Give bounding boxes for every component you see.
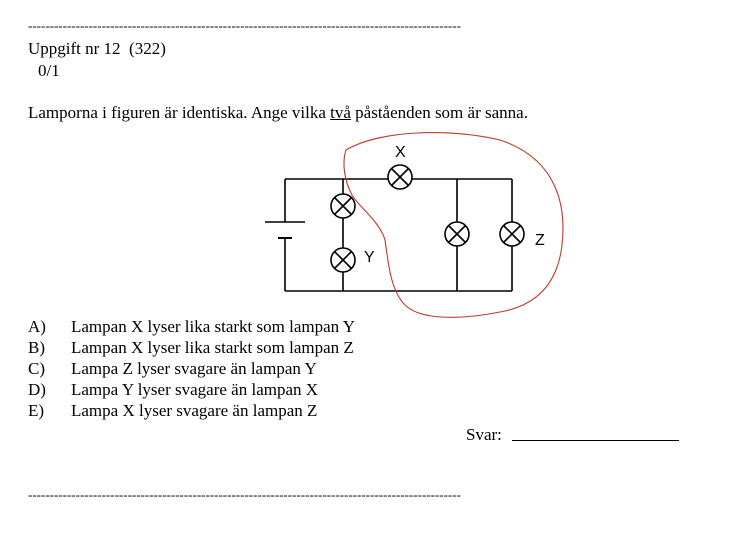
lamp-z-label: Z <box>535 232 545 249</box>
option-c: C) Lampa Z lyser svagare än lampan Y <box>28 359 317 378</box>
question-text: Lamporna i figuren är identiska. Ange vilka två påståenden som är sanna. <box>28 103 528 122</box>
bottom-separator: ---------------------------------------------------------------------------------------------------- <box>28 488 461 502</box>
answer-label: Svar: <box>466 425 502 444</box>
answer-options <box>28 316 355 421</box>
option-d: D) Lampa Y lyser svagare än lampan X <box>28 380 319 399</box>
lamp-y-label: Y <box>364 249 375 266</box>
question-emphasis: två <box>330 103 351 122</box>
top-separator: ---------------------------------------------------------------------------------------------------- <box>28 19 461 33</box>
lamp-upper-left-symbol <box>331 194 355 218</box>
lamp-y-symbol <box>331 248 355 272</box>
lamp-middle-symbol <box>445 222 469 246</box>
lamp-x-symbol <box>388 165 412 189</box>
lamp-x-label: X <box>395 144 406 161</box>
option-a: A) Lampan X lyser lika starkt som lampan Y <box>28 317 356 336</box>
answer-field[interactable] <box>512 440 679 441</box>
task-score: 0/1 <box>38 61 60 80</box>
option-b: B) Lampan X lyser lika starkt som lampan Z <box>28 338 354 357</box>
task-title: Uppgift nr 12 (322) <box>28 39 166 58</box>
lamp-z-symbol <box>500 222 524 246</box>
option-e: E) Lampa X lyser svagare än lampan Z <box>28 401 318 420</box>
